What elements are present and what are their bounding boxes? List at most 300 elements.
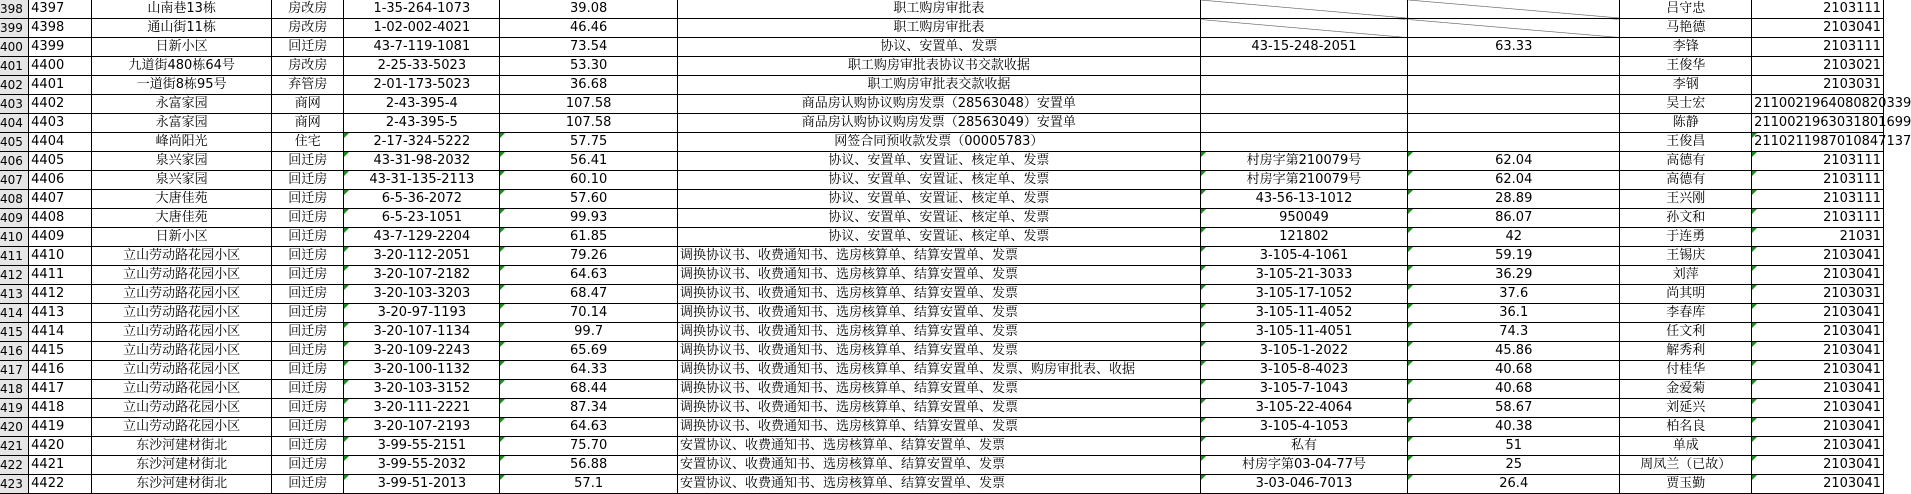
cell-location[interactable]: 东沙河建材街北 bbox=[92, 475, 272, 494]
cell-area[interactable]: 68.47 bbox=[500, 285, 678, 304]
cell-id[interactable]: 4404 bbox=[29, 133, 92, 152]
cell-owner[interactable]: 柏名良 bbox=[1620, 418, 1752, 437]
cell-id[interactable]: 4417 bbox=[29, 380, 92, 399]
cell-house-type[interactable]: 住宅 bbox=[272, 133, 344, 152]
cell-house-type[interactable]: 回迁房 bbox=[272, 399, 344, 418]
cell-owner[interactable]: 王兴刚 bbox=[1620, 190, 1752, 209]
cell-house-type[interactable]: 回迁房 bbox=[272, 475, 344, 494]
row-header[interactable]: 413 bbox=[0, 285, 29, 304]
cell-code[interactable]: 3-20-112-2051 bbox=[344, 247, 500, 266]
cell-location[interactable]: 立山劳动路花园小区 bbox=[92, 380, 272, 399]
cell-owner[interactable]: 吕守忠 bbox=[1620, 0, 1752, 19]
cell-location[interactable]: 九道街480栋64号 bbox=[92, 57, 272, 76]
cell-documents[interactable]: 协议、安置单、安置证、核定单、发票 bbox=[677, 152, 1200, 171]
cell-area[interactable]: 60.10 bbox=[500, 171, 678, 190]
cell-location[interactable]: 立山劳动路花园小区 bbox=[92, 361, 272, 380]
cell-owner[interactable]: 王俊华 bbox=[1620, 57, 1752, 76]
cell-documents[interactable]: 安置协议、收费通知书、选房核算单、结算安置单、发票 bbox=[677, 437, 1200, 456]
cell-code[interactable]: 3-20-100-1132 bbox=[344, 361, 500, 380]
cell-certificate[interactable]: 3-105-11-4051 bbox=[1200, 323, 1407, 342]
cell-owner[interactable]: 单成 bbox=[1620, 437, 1752, 456]
cell-house-type[interactable]: 回迁房 bbox=[272, 342, 344, 361]
cell-id-number[interactable]: 2110021964080820339 bbox=[1752, 95, 1884, 114]
row-header[interactable]: 415 bbox=[0, 323, 29, 342]
cell-location[interactable]: 一道街8栋95号 bbox=[92, 76, 272, 95]
cell-documents[interactable]: 协议、安置单、安置证、核定单、发票 bbox=[677, 171, 1200, 190]
row-header[interactable]: 417 bbox=[0, 361, 29, 380]
cell-house-type[interactable]: 回迁房 bbox=[272, 171, 344, 190]
cell-id[interactable]: 4407 bbox=[29, 190, 92, 209]
row-header[interactable]: 416 bbox=[0, 342, 29, 361]
cell-documents[interactable]: 职工购房审批表协议书交款收据 bbox=[677, 57, 1200, 76]
cell-code[interactable]: 3-20-97-1193 bbox=[344, 304, 500, 323]
cell-location[interactable]: 山南巷13栋 bbox=[92, 0, 272, 19]
cell-location[interactable]: 立山劳动路花园小区 bbox=[92, 247, 272, 266]
cell-id[interactable]: 4400 bbox=[29, 57, 92, 76]
cell-code[interactable]: 3-20-111-2221 bbox=[344, 399, 500, 418]
cell-documents[interactable]: 调换协议书、收费通知书、选房核算单、结算安置单、发票 bbox=[677, 285, 1200, 304]
row-header[interactable]: 406 bbox=[0, 152, 29, 171]
cell-location[interactable]: 立山劳动路花园小区 bbox=[92, 418, 272, 437]
cell-documents[interactable]: 安置协议、收费通知书、选房核算单、结算安置单、发票 bbox=[677, 456, 1200, 475]
cell-certificate[interactable] bbox=[1200, 133, 1407, 152]
cell-area[interactable]: 75.70 bbox=[500, 437, 678, 456]
cell-certificate[interactable]: 村房字第210079号 bbox=[1200, 171, 1407, 190]
cell-certificate[interactable]: 3-105-22-4064 bbox=[1200, 399, 1407, 418]
table-row bbox=[0, 266, 1884, 285]
cell-id[interactable]: 4406 bbox=[29, 171, 92, 190]
cell-code[interactable]: 2-01-173-5023 bbox=[344, 76, 500, 95]
cell-code[interactable]: 3-20-107-2193 bbox=[344, 418, 500, 437]
cell-area[interactable]: 46.46 bbox=[500, 19, 678, 38]
row-header[interactable]: 408 bbox=[0, 190, 29, 209]
cell-certificate[interactable]: 3-105-1-2022 bbox=[1200, 342, 1407, 361]
cell-owner[interactable]: 刘萍 bbox=[1620, 266, 1752, 285]
table-row bbox=[0, 323, 1884, 342]
cell-location[interactable]: 立山劳动路花园小区 bbox=[92, 342, 272, 361]
cell-id[interactable]: 4418 bbox=[29, 399, 92, 418]
cell-cert-area[interactable]: 58.67 bbox=[1408, 399, 1620, 418]
cell-id-number[interactable]: 21031 bbox=[1752, 228, 1884, 247]
cell-id-number[interactable]: 2103111 bbox=[1752, 152, 1884, 171]
cell-location[interactable]: 东沙河建材街北 bbox=[92, 456, 272, 475]
cell-code[interactable]: 3-20-107-2182 bbox=[344, 266, 500, 285]
cell-code[interactable]: 2-43-395-4 bbox=[344, 95, 500, 114]
cell-id[interactable]: 4413 bbox=[29, 304, 92, 323]
cell-house-type[interactable]: 回迁房 bbox=[272, 380, 344, 399]
cell-owner[interactable]: 解秀利 bbox=[1620, 342, 1752, 361]
cell-id-number[interactable]: 2103111 bbox=[1752, 209, 1884, 228]
row-header[interactable]: 423 bbox=[0, 475, 29, 494]
cell-id-number[interactable]: 2103111 bbox=[1752, 38, 1884, 57]
cell-owner[interactable]: 周凤兰（已故） bbox=[1620, 456, 1752, 475]
cell-code[interactable]: 6-5-36-2072 bbox=[344, 190, 500, 209]
cell-house-type[interactable]: 房改房 bbox=[272, 19, 344, 38]
row-header[interactable]: 420 bbox=[0, 418, 29, 437]
cell-documents[interactable]: 协议、安置单、安置证、核定单、发票 bbox=[677, 190, 1200, 209]
cell-house-type[interactable]: 回迁房 bbox=[272, 323, 344, 342]
cell-cert-area[interactable]: 25 bbox=[1408, 456, 1620, 475]
cell-documents[interactable]: 商品房认购协议购房发票（28563048）安置单 bbox=[677, 95, 1200, 114]
cell-cert-area[interactable] bbox=[1408, 57, 1620, 76]
table-row bbox=[0, 209, 1884, 228]
cell-cert-area[interactable]: 40.38 bbox=[1408, 418, 1620, 437]
cell-certificate[interactable]: 3-105-11-4052 bbox=[1200, 304, 1407, 323]
cell-id[interactable]: 4398 bbox=[29, 19, 92, 38]
cell-code[interactable]: 3-99-51-2013 bbox=[344, 475, 500, 494]
cell-id-number[interactable]: 2103041 bbox=[1752, 247, 1884, 266]
table-row bbox=[0, 38, 1884, 57]
cell-documents[interactable]: 调换协议书、收费通知书、选房核算单、结算安置单、发票 bbox=[677, 342, 1200, 361]
cell-id-number[interactable]: 2103041 bbox=[1752, 342, 1884, 361]
cell-location[interactable]: 立山劳动路花园小区 bbox=[92, 266, 272, 285]
cell-id[interactable]: 4416 bbox=[29, 361, 92, 380]
cell-house-type[interactable]: 回迁房 bbox=[272, 285, 344, 304]
cell-location[interactable]: 立山劳动路花园小区 bbox=[92, 304, 272, 323]
cell-id-number[interactable]: 2103031 bbox=[1752, 76, 1884, 95]
cell-cert-area[interactable]: 28.89 bbox=[1408, 190, 1620, 209]
cell-house-type[interactable]: 回迁房 bbox=[272, 418, 344, 437]
row-header[interactable]: 414 bbox=[0, 304, 29, 323]
cell-documents[interactable]: 协议、安置单、安置证、核定单、发票 bbox=[677, 209, 1200, 228]
row-header[interactable]: 403 bbox=[0, 95, 29, 114]
cell-house-type[interactable]: 回迁房 bbox=[272, 456, 344, 475]
table-row bbox=[0, 19, 1884, 38]
cell-certificate[interactable] bbox=[1200, 0, 1407, 19]
row-header[interactable]: 421 bbox=[0, 437, 29, 456]
cell-id-number[interactable]: 2103041 bbox=[1752, 361, 1884, 380]
cell-area[interactable]: 107.58 bbox=[500, 95, 678, 114]
cell-code[interactable]: 1-02-002-4021 bbox=[344, 19, 500, 38]
cell-location[interactable]: 大唐佳苑 bbox=[92, 209, 272, 228]
row-header[interactable]: 422 bbox=[0, 456, 29, 475]
cell-owner[interactable]: 尚其明 bbox=[1620, 285, 1752, 304]
cell-location[interactable]: 泉兴家园 bbox=[92, 171, 272, 190]
cell-location[interactable]: 立山劳动路花园小区 bbox=[92, 285, 272, 304]
row-header[interactable]: 402 bbox=[0, 76, 29, 95]
cell-id-number[interactable]: 2103111 bbox=[1752, 0, 1884, 19]
cell-id[interactable]: 4421 bbox=[29, 456, 92, 475]
cell-id-number[interactable]: 2103041 bbox=[1752, 380, 1884, 399]
cell-house-type[interactable]: 房改房 bbox=[272, 57, 344, 76]
cell-documents[interactable]: 调换协议书、收费通知书、选房核算单、结算安置单、发票 bbox=[677, 380, 1200, 399]
cell-id[interactable]: 4405 bbox=[29, 152, 92, 171]
cell-certificate[interactable]: 43-15-248-2051 bbox=[1200, 38, 1407, 57]
cell-owner[interactable]: 陈静 bbox=[1620, 114, 1752, 133]
cell-house-type[interactable]: 房改房 bbox=[272, 0, 344, 19]
cell-code[interactable]: 3-20-103-3203 bbox=[344, 285, 500, 304]
cell-location[interactable]: 东沙河建材街北 bbox=[92, 437, 272, 456]
cell-documents[interactable]: 职工购房审批表交款收据 bbox=[677, 76, 1200, 95]
cell-owner[interactable]: 高德有 bbox=[1620, 152, 1752, 171]
cell-certificate[interactable] bbox=[1200, 57, 1407, 76]
cell-cert-area[interactable]: 45.86 bbox=[1408, 342, 1620, 361]
cell-cert-area[interactable]: 36.1 bbox=[1408, 304, 1620, 323]
cell-documents[interactable]: 调换协议书、收费通知书、选房核算单、结算安置单、发票 bbox=[677, 418, 1200, 437]
cell-code[interactable]: 43-7-129-2204 bbox=[344, 228, 500, 247]
cell-code[interactable]: 1-35-264-1073 bbox=[344, 0, 500, 19]
cell-documents[interactable]: 调换协议书、收费通知书、选房核算单、结算安置单、发票 bbox=[677, 266, 1200, 285]
cell-location[interactable]: 泉兴家园 bbox=[92, 152, 272, 171]
cell-cert-area[interactable]: 62.04 bbox=[1408, 152, 1620, 171]
row-header[interactable]: 418 bbox=[0, 380, 29, 399]
cell-area[interactable]: 56.88 bbox=[500, 456, 678, 475]
cell-location[interactable]: 永富家园 bbox=[92, 114, 272, 133]
cell-id-number[interactable]: 2103031 bbox=[1752, 285, 1884, 304]
cell-owner[interactable]: 王俊昌 bbox=[1620, 133, 1752, 152]
cell-cert-area[interactable] bbox=[1408, 114, 1620, 133]
table-row bbox=[0, 114, 1884, 133]
cell-owner[interactable]: 李锋 bbox=[1620, 38, 1752, 57]
cell-id[interactable]: 4415 bbox=[29, 342, 92, 361]
cell-owner[interactable]: 刘延兴 bbox=[1620, 399, 1752, 418]
cell-certificate[interactable] bbox=[1200, 114, 1407, 133]
cell-id[interactable]: 4410 bbox=[29, 247, 92, 266]
row-header[interactable]: 409 bbox=[0, 209, 29, 228]
table-row bbox=[0, 475, 1884, 494]
cell-documents[interactable]: 职工购房审批表 bbox=[677, 0, 1200, 19]
cell-area[interactable]: 61.85 bbox=[500, 228, 678, 247]
cell-cert-area[interactable]: 62.04 bbox=[1408, 171, 1620, 190]
cell-id-number[interactable]: 2110021963031801699 bbox=[1752, 114, 1884, 133]
cell-owner[interactable]: 金爱菊 bbox=[1620, 380, 1752, 399]
cell-id[interactable]: 4409 bbox=[29, 228, 92, 247]
cell-location[interactable]: 永富家园 bbox=[92, 95, 272, 114]
cell-certificate[interactable]: 43-56-13-1012 bbox=[1200, 190, 1407, 209]
cell-id-number[interactable]: 2103021 bbox=[1752, 57, 1884, 76]
table-row bbox=[0, 228, 1884, 247]
cell-cert-area[interactable]: 59.19 bbox=[1408, 247, 1620, 266]
cell-cert-area[interactable] bbox=[1408, 0, 1620, 19]
cell-area[interactable]: 64.63 bbox=[500, 418, 678, 437]
cell-certificate[interactable]: 3-03-046-7013 bbox=[1200, 475, 1407, 494]
cell-house-type[interactable]: 商网 bbox=[272, 114, 344, 133]
cell-cert-area[interactable] bbox=[1408, 76, 1620, 95]
cell-owner[interactable]: 付桂华 bbox=[1620, 361, 1752, 380]
cell-documents[interactable]: 协议、安置单、发票 bbox=[677, 38, 1200, 57]
cell-id[interactable]: 4422 bbox=[29, 475, 92, 494]
row-header[interactable]: 410 bbox=[0, 228, 29, 247]
cell-certificate[interactable]: 3-105-8-4023 bbox=[1200, 361, 1407, 380]
cell-owner[interactable]: 吴士宏 bbox=[1620, 95, 1752, 114]
cell-certificate[interactable]: 950049 bbox=[1200, 209, 1407, 228]
cell-code[interactable]: 43-31-98-2032 bbox=[344, 152, 500, 171]
cell-cert-area[interactable]: 63.33 bbox=[1408, 38, 1620, 57]
cell-location[interactable]: 立山劳动路花园小区 bbox=[92, 399, 272, 418]
cell-code[interactable]: 43-31-135-2113 bbox=[344, 171, 500, 190]
cell-id-number[interactable]: 2110211987010847137 bbox=[1752, 133, 1884, 152]
cell-id-number[interactable]: 2103041 bbox=[1752, 437, 1884, 456]
cell-certificate[interactable]: 村房字第210079号 bbox=[1200, 152, 1407, 171]
row-header[interactable]: 398 bbox=[0, 0, 29, 19]
cell-code[interactable]: 43-7-119-1081 bbox=[344, 38, 500, 57]
cell-id[interactable]: 4420 bbox=[29, 437, 92, 456]
cell-area[interactable]: 53.30 bbox=[500, 57, 678, 76]
cell-cert-area[interactable]: 26.4 bbox=[1408, 475, 1620, 494]
cell-documents[interactable]: 协议、安置单、安置证、核定单、发票 bbox=[677, 228, 1200, 247]
cell-area[interactable]: 57.1 bbox=[500, 475, 678, 494]
cell-house-type[interactable]: 回迁房 bbox=[272, 38, 344, 57]
cell-area[interactable]: 56.41 bbox=[500, 152, 678, 171]
row-header[interactable]: 407 bbox=[0, 171, 29, 190]
cell-id[interactable]: 4419 bbox=[29, 418, 92, 437]
row-header[interactable]: 412 bbox=[0, 266, 29, 285]
row-header[interactable]: 405 bbox=[0, 133, 29, 152]
cell-area[interactable]: 39.08 bbox=[500, 0, 678, 19]
cell-cert-area[interactable]: 37.6 bbox=[1408, 285, 1620, 304]
cell-house-type[interactable]: 回迁房 bbox=[272, 304, 344, 323]
cell-area[interactable]: 57.75 bbox=[500, 133, 678, 152]
cell-id[interactable]: 4402 bbox=[29, 95, 92, 114]
cell-cert-area[interactable] bbox=[1408, 133, 1620, 152]
cell-documents[interactable]: 商品房认购协议购房发票（28563049）安置单 bbox=[677, 114, 1200, 133]
cell-location[interactable]: 日新小区 bbox=[92, 38, 272, 57]
cell-house-type[interactable]: 回迁房 bbox=[272, 228, 344, 247]
table-row bbox=[0, 171, 1884, 190]
cell-cert-area[interactable]: 51 bbox=[1408, 437, 1620, 456]
cell-house-type[interactable]: 回迁房 bbox=[272, 437, 344, 456]
cell-id-number[interactable]: 2103111 bbox=[1752, 190, 1884, 209]
cell-area[interactable]: 87.34 bbox=[500, 399, 678, 418]
cell-house-type[interactable]: 回迁房 bbox=[272, 152, 344, 171]
cell-id[interactable]: 4397 bbox=[29, 0, 92, 19]
cell-certificate[interactable] bbox=[1200, 19, 1407, 38]
cell-code[interactable]: 2-25-33-5023 bbox=[344, 57, 500, 76]
cell-location[interactable]: 日新小区 bbox=[92, 228, 272, 247]
cell-location[interactable]: 通山街11栋 bbox=[92, 19, 272, 38]
cell-code[interactable]: 2-17-324-5222 bbox=[344, 133, 500, 152]
cell-id-number[interactable]: 2103041 bbox=[1752, 475, 1884, 494]
cell-area[interactable]: 99.7 bbox=[500, 323, 678, 342]
cell-id[interactable]: 4414 bbox=[29, 323, 92, 342]
cell-area[interactable]: 73.54 bbox=[500, 38, 678, 57]
cell-area[interactable]: 68.44 bbox=[500, 380, 678, 399]
cell-certificate[interactable]: 3-105-4-1053 bbox=[1200, 418, 1407, 437]
cell-owner[interactable]: 贾玉勤 bbox=[1620, 475, 1752, 494]
cell-documents[interactable]: 调换协议书、收费通知书、选房核算单、结算安置单、发票、购房审批表、收据 bbox=[677, 361, 1200, 380]
cell-certificate[interactable] bbox=[1200, 76, 1407, 95]
cell-id-number[interactable]: 2103041 bbox=[1752, 399, 1884, 418]
cell-certificate[interactable]: 村房字第03-04-77号 bbox=[1200, 456, 1407, 475]
cell-cert-area[interactable]: 86.07 bbox=[1408, 209, 1620, 228]
cell-id[interactable]: 4399 bbox=[29, 38, 92, 57]
cell-owner[interactable]: 孙文和 bbox=[1620, 209, 1752, 228]
cell-documents[interactable]: 网签合同预收款发票（00005783） bbox=[677, 133, 1200, 152]
cell-code[interactable]: 2-43-395-5 bbox=[344, 114, 500, 133]
cell-id[interactable]: 4412 bbox=[29, 285, 92, 304]
cell-documents[interactable]: 安置协议、收费通知书、选房核算单、结算安置单、发票 bbox=[677, 475, 1200, 494]
cell-owner[interactable]: 王锡庆 bbox=[1620, 247, 1752, 266]
cell-code[interactable]: 6-5-23-1051 bbox=[344, 209, 500, 228]
cell-area[interactable]: 64.63 bbox=[500, 266, 678, 285]
table-row bbox=[0, 361, 1884, 380]
table-row bbox=[0, 456, 1884, 475]
cell-area[interactable]: 64.33 bbox=[500, 361, 678, 380]
cell-documents[interactable]: 调换协议书、收费通知书、选房核算单、结算安置单、发票 bbox=[677, 304, 1200, 323]
cell-owner[interactable]: 李钢 bbox=[1620, 76, 1752, 95]
cell-location[interactable]: 立山劳动路花园小区 bbox=[92, 323, 272, 342]
row-header[interactable]: 411 bbox=[0, 247, 29, 266]
cell-location[interactable]: 大唐佳苑 bbox=[92, 190, 272, 209]
cell-id-number[interactable]: 2103041 bbox=[1752, 304, 1884, 323]
cell-id-number[interactable]: 2103041 bbox=[1752, 266, 1884, 285]
cell-cert-area[interactable]: 42 bbox=[1408, 228, 1620, 247]
cell-house-type[interactable]: 弃管房 bbox=[272, 76, 344, 95]
cell-code[interactable]: 3-99-55-2151 bbox=[344, 437, 500, 456]
cell-documents[interactable]: 调换协议书、收费通知书、选房核算单、结算安置单、发票 bbox=[677, 323, 1200, 342]
row-header[interactable]: 404 bbox=[0, 114, 29, 133]
cell-area[interactable]: 65.69 bbox=[500, 342, 678, 361]
cell-certificate[interactable]: 3-105-17-1052 bbox=[1200, 285, 1407, 304]
cell-id-number[interactable]: 2103041 bbox=[1752, 323, 1884, 342]
row-header[interactable]: 400 bbox=[0, 38, 29, 57]
cell-documents[interactable]: 调换协议书、收费通知书、选房核算单、结算安置单、发票 bbox=[677, 247, 1200, 266]
cell-id[interactable]: 4408 bbox=[29, 209, 92, 228]
cell-id[interactable]: 4411 bbox=[29, 266, 92, 285]
cell-certificate[interactable]: 121802 bbox=[1200, 228, 1407, 247]
table-row bbox=[0, 152, 1884, 171]
row-header[interactable]: 401 bbox=[0, 57, 29, 76]
row-header[interactable]: 399 bbox=[0, 19, 29, 38]
cell-house-type[interactable]: 回迁房 bbox=[272, 266, 344, 285]
row-header[interactable]: 419 bbox=[0, 399, 29, 418]
cell-area[interactable]: 99.93 bbox=[500, 209, 678, 228]
cell-house-type[interactable]: 商网 bbox=[272, 95, 344, 114]
cell-certificate[interactable]: 3-105-21-3033 bbox=[1200, 266, 1407, 285]
cell-id[interactable]: 4401 bbox=[29, 76, 92, 95]
cell-id[interactable]: 4403 bbox=[29, 114, 92, 133]
cell-area[interactable]: 70.14 bbox=[500, 304, 678, 323]
cell-cert-area[interactable]: 40.68 bbox=[1408, 380, 1620, 399]
cell-id-number[interactable]: 2103041 bbox=[1752, 19, 1884, 38]
cell-id-number[interactable]: 2103111 bbox=[1752, 171, 1884, 190]
cell-house-type[interactable]: 回迁房 bbox=[272, 190, 344, 209]
cell-code[interactable]: 3-20-103-3152 bbox=[344, 380, 500, 399]
cell-owner[interactable]: 于连勇 bbox=[1620, 228, 1752, 247]
cell-cert-area[interactable]: 36.29 bbox=[1408, 266, 1620, 285]
cell-code[interactable]: 3-20-107-1134 bbox=[344, 323, 500, 342]
cell-owner[interactable]: 李春库 bbox=[1620, 304, 1752, 323]
cell-code[interactable]: 3-20-109-2243 bbox=[344, 342, 500, 361]
cell-id-number[interactable]: 2103041 bbox=[1752, 456, 1884, 475]
cell-documents[interactable]: 调换协议书、收费通知书、选房核算单、结算安置单、发票 bbox=[677, 399, 1200, 418]
table-row bbox=[0, 342, 1884, 361]
cell-location[interactable]: 峰尚阳光 bbox=[92, 133, 272, 152]
cell-certificate[interactable] bbox=[1200, 95, 1407, 114]
table-row bbox=[0, 285, 1884, 304]
cell-certificate[interactable]: 私有 bbox=[1200, 437, 1407, 456]
cell-area[interactable]: 57.60 bbox=[500, 190, 678, 209]
cell-cert-area[interactable] bbox=[1408, 95, 1620, 114]
cell-area[interactable]: 36.68 bbox=[500, 76, 678, 95]
cell-certificate[interactable]: 3-105-4-1061 bbox=[1200, 247, 1407, 266]
cell-area[interactable]: 79.26 bbox=[500, 247, 678, 266]
cell-house-type[interactable]: 回迁房 bbox=[272, 247, 344, 266]
cell-cert-area[interactable] bbox=[1408, 19, 1620, 38]
cell-cert-area[interactable]: 40.68 bbox=[1408, 361, 1620, 380]
cell-code[interactable]: 3-99-55-2032 bbox=[344, 456, 500, 475]
cell-owner[interactable]: 高德有 bbox=[1620, 171, 1752, 190]
cell-documents[interactable]: 职工购房审批表 bbox=[677, 19, 1200, 38]
cell-house-type[interactable]: 回迁房 bbox=[272, 209, 344, 228]
cell-house-type[interactable]: 回迁房 bbox=[272, 361, 344, 380]
cell-area[interactable]: 107.58 bbox=[500, 114, 678, 133]
cell-owner[interactable]: 马艳德 bbox=[1620, 19, 1752, 38]
cell-cert-area[interactable]: 74.3 bbox=[1408, 323, 1620, 342]
cell-id-number[interactable]: 2103041 bbox=[1752, 418, 1884, 437]
cell-owner[interactable]: 任文利 bbox=[1620, 323, 1752, 342]
cell-certificate[interactable]: 3-105-7-1043 bbox=[1200, 380, 1407, 399]
